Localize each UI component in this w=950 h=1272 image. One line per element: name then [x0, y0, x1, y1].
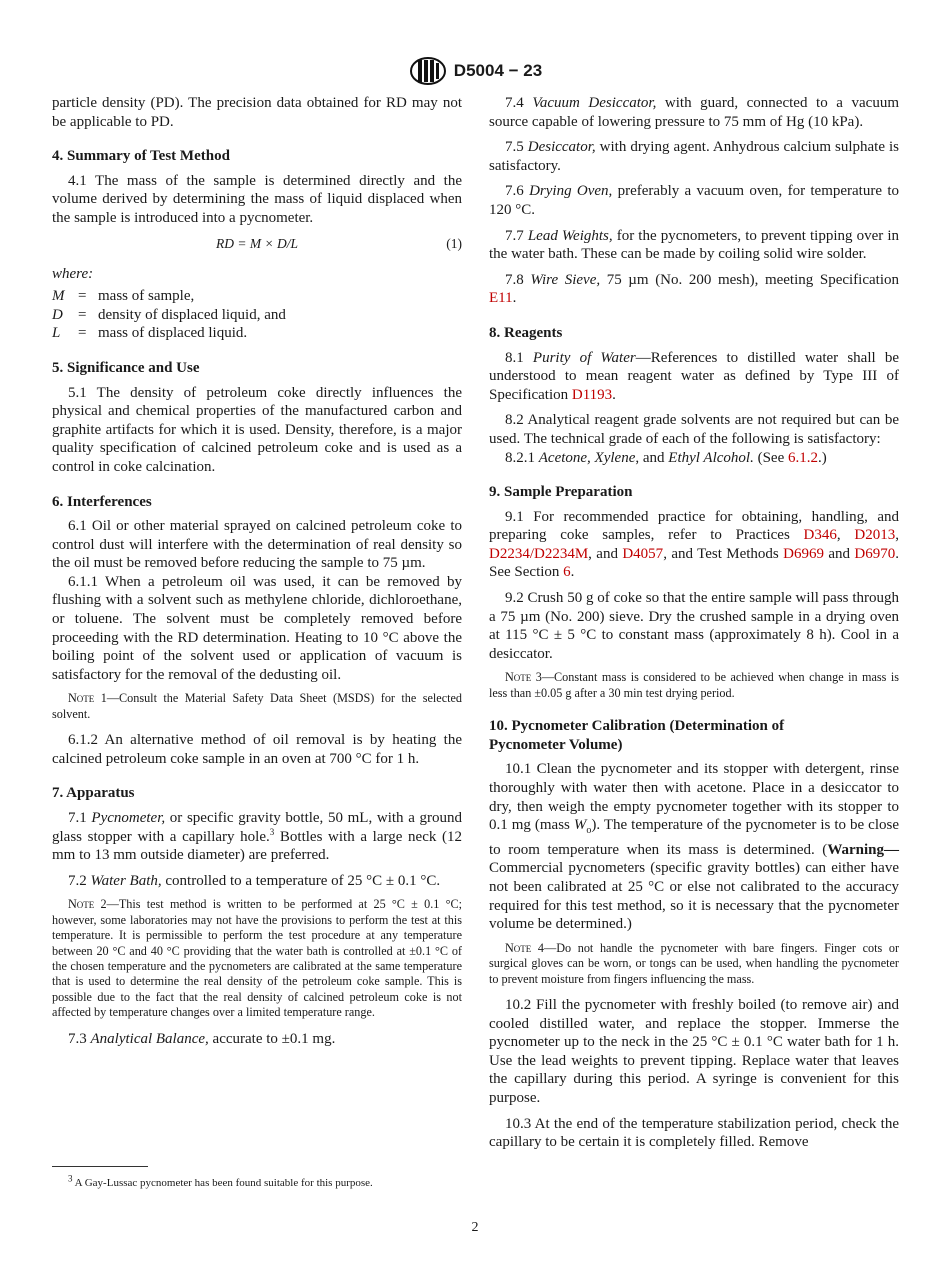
reference-link[interactable]: D6969: [783, 545, 824, 562]
reference-link[interactable]: 6.1.2: [787, 449, 818, 466]
paragraph-10-1: 10.1 Clean the pycnometer and its stopper with detergent, rinse thoroughly with water then with acetone. Place in a desiccator to dry, then weigh the empty pycnometer together with its stopper to 0.1 mg (mass $W_o$). The temperature of the pycnometer is to be close to room temperature when its mass is determined. (Warning—Commercial pycnometers (specific gravity bottles) can either have not been calibrated at 25 °C or else not calibrated to the accuracy required for this test method, so it is necessary that the pycnometer volume be determined.): [489, 761, 899, 933]
page-number: 2: [471, 1220, 479, 1235]
variable-row: L = mass of displaced liquid.: [52, 325, 248, 342]
paragraph-7-7: 7.7 Lead Weights, for the pycnometers, to prevent tipping over in the water bath. These can be made by coiling solid wire solder.: [489, 227, 900, 263]
reference-link[interactable]: D4057: [622, 545, 664, 562]
paragraph-7-3: 7.3 Analytical Balance, accurate to ±0.1 mg.: [68, 1030, 336, 1047]
paragraph-7-5: 7.5 Desiccator, with drying agent. Anhydrous calcium sulphate is satisfactory.: [489, 139, 899, 174]
reference-link[interactable]: D346: [803, 527, 837, 544]
paragraph-9-2: 9.2 Crush 50 g of coke so that the entire sample will pass through a 75 µm (No. 200) sieve. Dry the crushed sample in a drying oven at 115 °C ± 5 °C to constant mass (approximately 8 h). Cool in a desiccator.: [489, 590, 899, 662]
equation-expression: RD = M × D/L: [216, 235, 298, 251]
left-column: [52, 94, 462, 1055]
reference-link[interactable]: D1193: [571, 386, 613, 403]
reference-link[interactable]: E11: [489, 290, 513, 307]
paragraph-7-2: 7.2 Water Bath, controlled to a temperature of 25 °C ± 0.1 °C.: [68, 872, 441, 889]
astm-logo-icon: [408, 56, 448, 86]
paragraph-7-6: 7.6 Drying Oven, preferably a vacuum oven, for temperature to 120 °C.: [489, 183, 899, 218]
intro-paragraph: particle density (PD). The precision data obtained for RD may not be applicable to PD.: [52, 95, 462, 130]
note-1: Note 1—Consult the Material Safety Data Sheet (MSDS) for the selected solvent.: [52, 691, 462, 721]
section-10-heading: 10. Pycnometer Calibration (Determination of Pycnometer Volume): [489, 718, 785, 753]
paragraph-8-2: 8.2 Analytical reagent grade solvents are not required but can be used. The technical grade of each of the following is satisfactory:: [489, 412, 899, 447]
document-id: D5004 − 23: [453, 61, 543, 80]
reference-link[interactable]: D2234/D2234M: [489, 545, 589, 562]
reference-link[interactable]: D6970: [854, 545, 896, 562]
section-6-heading: 6. Interferences: [52, 493, 152, 510]
section-7-heading: 7. Apparatus: [52, 785, 135, 802]
variable-row: M = mass of sample,: [52, 288, 195, 305]
note-2: Note 2—This test method is written to be performed at 25 °C ± 0.1 °C; however, some laboratories may not have the provisions to perform the test at this temperature. It is permissible to perform the test procedure at any temperature between 20 °C and 40 °C providing that the water bath is controlled at ±0.1 °C of the chosen temperature and the pycnometers are calibrated at the same temperature that is used to determine the real density of the petroleum coke sample. This is possible due to the fact that the real density of calcined petroleum coke is not affected by temperature changes over a limited temperature range.: [52, 897, 463, 1020]
reference-link[interactable]: 6: [563, 564, 571, 581]
paragraph-7-1: 7.1 Pycnometer, or specific gravity bottle, 50 mL, with a ground glass stopper with a capillary hole.$^3$ Bottles with a large neck (12 mm to 13 mm outside diameter) are preferred.: [52, 810, 463, 864]
paragraph-10-2: 10.2 Fill the pycnometer with freshly boiled (to remove air) and cooled distilled water, and replace the stopper. Immerse the pycnometer up to the neck in the 25 °C ± 0.1 °C water bath for 1 h. Use the lead weights to prevent tipping. Replace water that leaves the capillary during this period. A syringe is convenient for this purpose.: [489, 997, 899, 1106]
paragraph-4-1: 4.1 The mass of the sample is determined directly and the volume derived by determining the mass of liquid displaced when the sample is introduced into a pycnometer.: [52, 172, 462, 226]
section-8-heading: 8. Reagents: [489, 324, 563, 341]
variable-list: [52, 287, 462, 343]
note-3: Note 3—Constant mass is considered to be achieved when change in mass is less than ±0.05 g after a 30 min test drying period.: [489, 670, 899, 700]
footnote-divider: [52, 1166, 148, 1167]
paragraph-9-1: 9.1 For recommended practice for obtaining, handling, and preparing coke samples, refer to Practices D346, D2013, D2234/D2234M, and D4057, and Test Methods D6969 and D6970. See Section 6.: [489, 508, 899, 581]
paragraph-5-1: 5.1 The density of petroleum coke directly influences the physical and chemical properties of the manufactured carbon and graphite artifacts for which it is used. Density, therefore, is a major quality specification of calcined petroleum coke and is used as a control in coke calcination.: [52, 384, 462, 475]
paragraph-6-1-2: 6.1.2 An alternative method of oil removal is by heating the calcined petroleum coke sample in an oven at 700 °C for 1 h.: [52, 732, 462, 767]
paragraph-6-1: 6.1 Oil or other material sprayed on calcined petroleum coke to control dust will interfere with the determination of real density so the oil must be removed before reducing the sample to 75 µm.: [52, 518, 462, 572]
reference-link[interactable]: D2013: [854, 527, 896, 544]
paragraph-7-4: 7.4 Vacuum Desiccator, with guard, connected to a vacuum source capable of lowering pressure to 75 mm of Hg (10 kPa).: [489, 95, 899, 130]
footnote: $^3$ A Gay-Lussac pycnometer has been found suitable for this purpose.: [68, 1173, 373, 1189]
variable-row: D = density of displaced liquid, and: [52, 306, 286, 323]
note-4: Note 4—Do not handle the pycnometer with bare fingers. Finger cots or surgical gloves can be worn, or tongs can be used, when handling the pycnometer to prevent moisture from fingers influencing the mass.: [489, 940, 900, 986]
warning-label: Warning—: [827, 841, 899, 858]
footnote-ref[interactable]: 3: [269, 826, 275, 837]
where-label: where:: [52, 265, 94, 282]
paragraph-10-3: 10.3 At the end of the temperature stabilization period, check the capillary to be certain it is completely filled. Remove: [489, 1115, 899, 1151]
paragraph-7-8: 7.8 Wire Sieve, 75 µm (No. 200 mesh), meeting Specification E11.: [489, 271, 899, 307]
equation-number: (1): [446, 235, 462, 251]
equation-1: [52, 235, 462, 257]
right-column: [489, 94, 899, 1159]
paragraph-6-1-1: 6.1.1 When a petroleum oil was used, it can be removed by flushing with a solvent such as methylene chloride, dichloroethane, or toluene. The solvent must be completely removed before proceeding with the RD determination. Heating to 10 °C above the boiling point of the solvent used or application of vacuum is satisfactory for the removal of the dedusting oil.: [52, 573, 462, 683]
paragraph-8-2-1: 8.2.1 Acetone, Xylene, and Ethyl Alcohol. (See 6.1.2.): [505, 449, 827, 466]
section-9-heading: 9. Sample Preparation: [489, 484, 633, 501]
page-header: [0, 56, 950, 91]
section-5-heading: 5. Significance and Use: [52, 359, 200, 376]
paragraph-8-1: 8.1 Purity of Water—References to distilled water shall be understood to mean reagent water as defined by Type III of Specification D1193.: [489, 349, 899, 403]
section-4-heading: 4. Summary of Test Method: [52, 148, 230, 165]
